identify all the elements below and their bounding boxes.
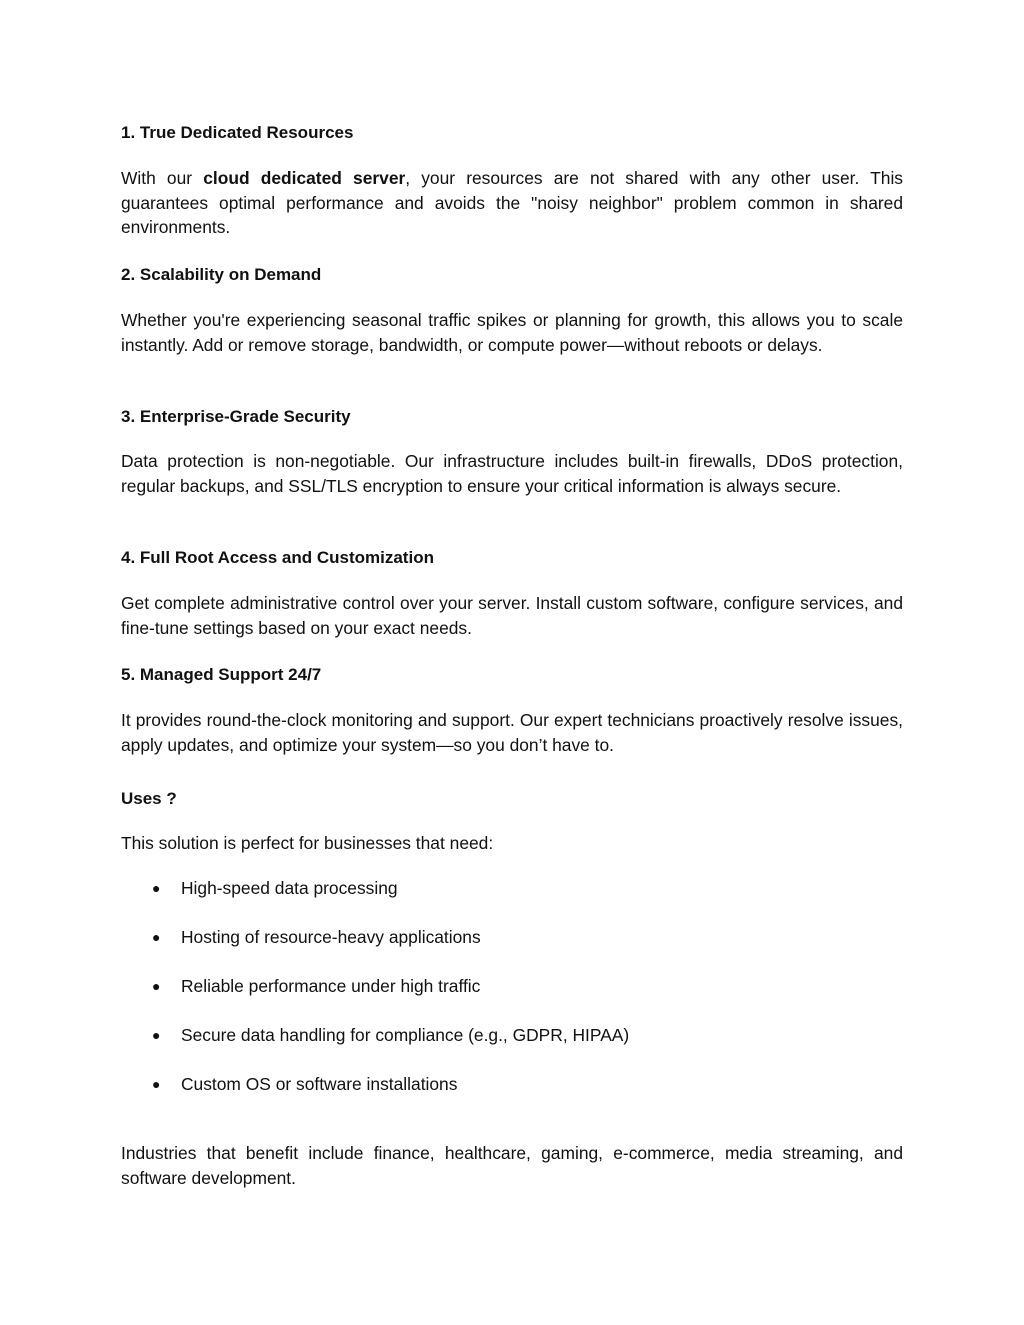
section-body-scalability: Whether you're experiencing seasonal traffic spikes or planning for growth, this allows you to scale instantly. Add or remove storage, bandwidth, or compute power—without reboots or delays. [121, 310, 903, 355]
section-heading-dedicated-resources: 1. True Dedicated Resources [121, 123, 354, 142]
bullet-icon: ● [152, 1027, 161, 1043]
section-body-dedicated-resources [121, 166, 903, 240]
body-text: With our [121, 168, 204, 188]
list-item-text: High-speed data processing [181, 878, 398, 898]
section-heading-scalability: 2. Scalability on Demand [121, 265, 322, 284]
bullet-icon: ● [152, 880, 161, 896]
section-body-security: Data protection is non-negotiable. Our infrastructure includes built-in firewalls, DDoS protection, regular backups, and SSL/TLS encryption to ensure your critical information is always secure. [121, 451, 903, 496]
emphasis-text: cloud dedicated server [203, 168, 406, 188]
uses-intro: This solution is perfect for businesses that need: [121, 833, 494, 853]
bullet-icon: ● [152, 929, 161, 945]
list-item-text: Reliable performance under high traffic [181, 976, 481, 996]
list-item-text: Hosting of resource-heavy applications [181, 927, 481, 947]
bullet-icon: ● [152, 1076, 161, 1092]
section-body-root-access: Get complete administrative control over your server. Install custom software, configure services, and fine-tune settings based on your exact needs. [121, 593, 903, 638]
body-text: , your resources are not shared with any other user. This guarantees optimal performance and avoids the "noisy neighbor" problem common in shared environments. [121, 168, 903, 238]
list-item-text: Custom OS or software installations [181, 1074, 458, 1094]
closing-paragraph: Industries that benefit include finance, healthcare, gaming, e-commerce, media streaming, and software development. [121, 1143, 903, 1188]
section-body-support: It provides round-the-clock monitoring and support. Our expert technicians proactively resolve issues, apply updates, and optimize your system—so you don’t have to. [121, 710, 903, 755]
section-heading-root-access: 4. Full Root Access and Customization [121, 548, 434, 567]
section-heading-support: 5. Managed Support 24/7 [121, 665, 322, 684]
uses-heading: Uses ? [121, 789, 177, 808]
bullet-icon: ● [152, 978, 161, 994]
section-heading-security: 3. Enterprise-Grade Security [121, 407, 351, 426]
list-item-text: Secure data handling for compliance (e.g., GDPR, HIPAA) [181, 1025, 630, 1045]
